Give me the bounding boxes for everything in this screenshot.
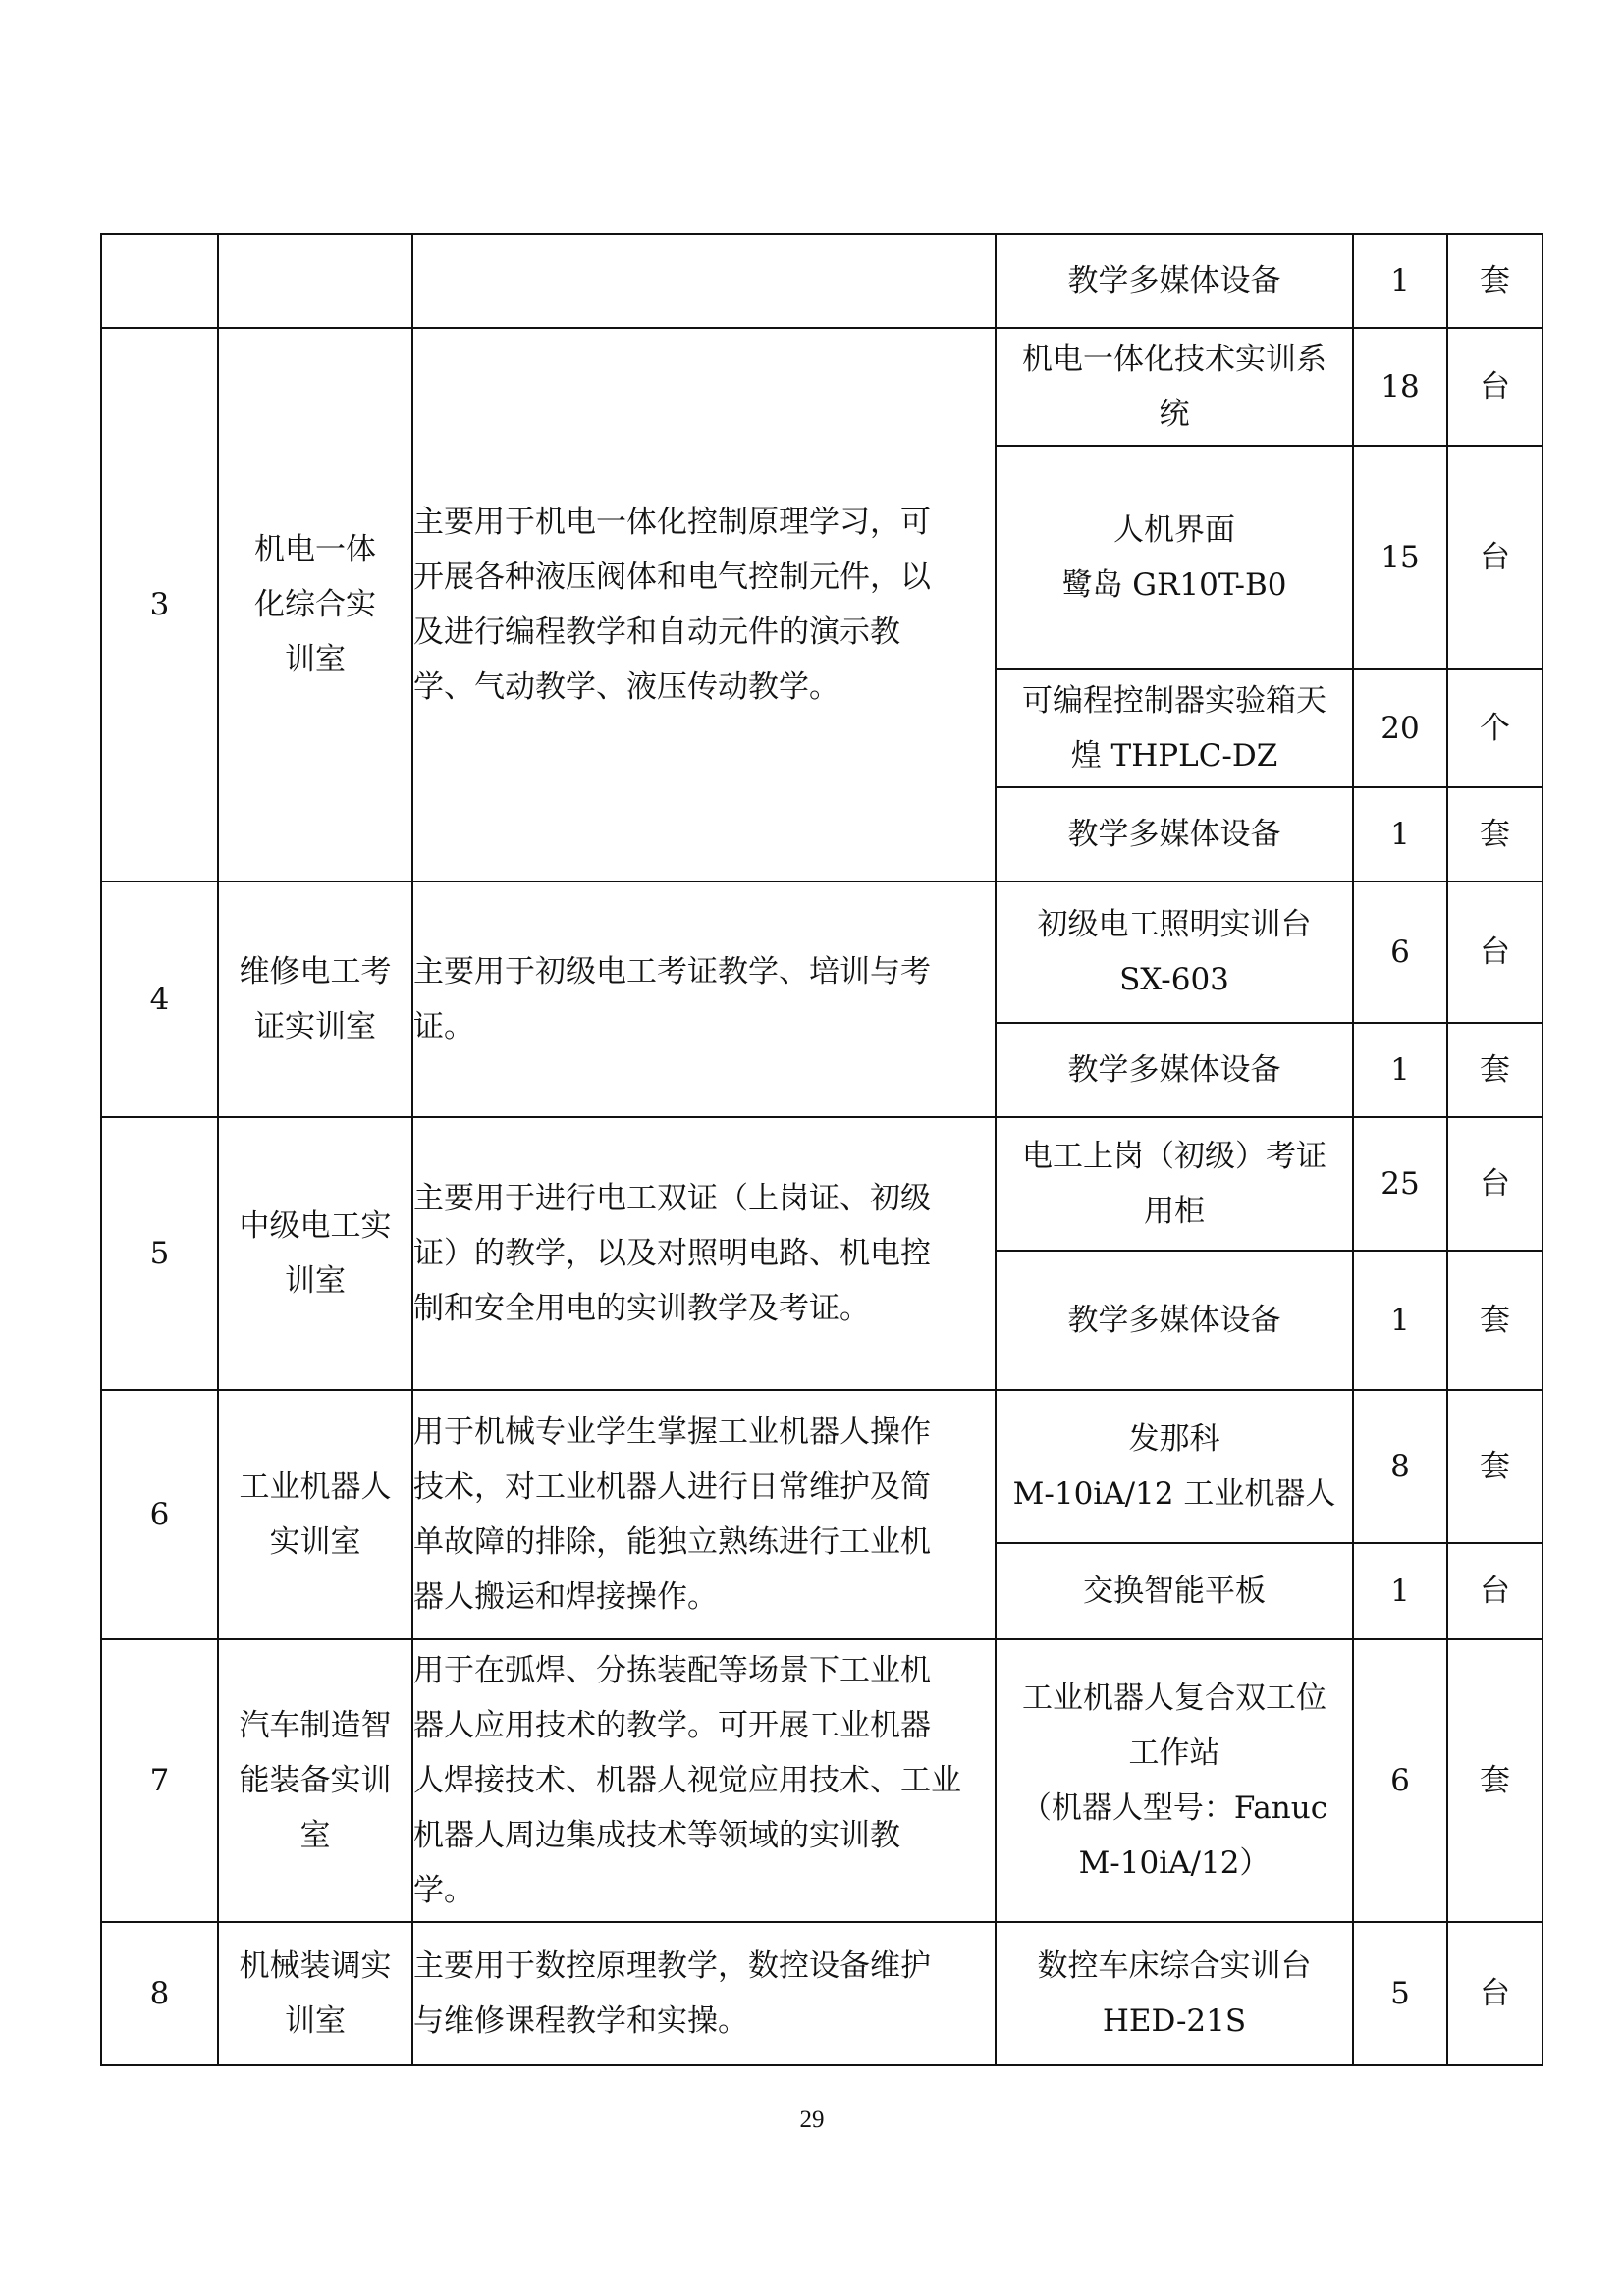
lab-number-cell: 5 bbox=[101, 1117, 218, 1390]
lab-description-cell-line: 用于在弧焊、分拣装配等场景下工业机 bbox=[413, 1653, 931, 1688]
equipment-quantity-cell: 8 bbox=[1353, 1390, 1447, 1543]
lab-number-cell: 3 bbox=[101, 328, 218, 881]
equipment-name-cell-line: 工作站 bbox=[1128, 1735, 1220, 1771]
table-row bbox=[101, 1639, 1543, 1922]
lab-description-cell-line: 开展各种液压阀体和电气控制元件，以 bbox=[413, 560, 931, 595]
lab-name-cell-line: 训室 bbox=[285, 1263, 346, 1299]
lab-name-cell-line: 室 bbox=[299, 1818, 331, 1853]
equipment-name-cell bbox=[996, 787, 1353, 881]
equipment-name-cell-line: （机器人型号：Fanuc bbox=[1020, 1790, 1328, 1826]
table-row bbox=[101, 1922, 1543, 2065]
equipment-name-cell-line: 电工上岗（初级）考证 bbox=[1022, 1139, 1326, 1174]
lab-name-cell-line: 中级电工实 bbox=[239, 1208, 392, 1244]
equipment-name-cell bbox=[996, 1922, 1353, 2065]
table-row bbox=[101, 234, 1543, 328]
equipment-name-cell bbox=[996, 669, 1353, 787]
equipment-name-cell-line: 人机界面 bbox=[1113, 512, 1235, 548]
table-row bbox=[101, 1390, 1543, 1543]
equipment-unit-cell: 个 bbox=[1447, 669, 1543, 787]
lab-name-cell-line: 机电一体 bbox=[254, 532, 376, 567]
equipment-name-cell bbox=[996, 1639, 1353, 1922]
equipment-unit-cell: 套 bbox=[1447, 234, 1543, 328]
equipment-unit-cell: 套 bbox=[1447, 1251, 1543, 1390]
lab-description-cell bbox=[412, 234, 996, 328]
equipment-quantity-cell: 25 bbox=[1353, 1117, 1447, 1251]
equipment-name-cell-line: 工业机器人复合双工位 bbox=[1022, 1681, 1326, 1716]
equipment-quantity-cell: 1 bbox=[1353, 1251, 1447, 1390]
lab-name-cell bbox=[218, 1922, 412, 2065]
equipment-name-cell-line: 发那科 bbox=[1128, 1421, 1220, 1457]
lab-description-cell-line: 及进行编程教学和自动元件的演示教 bbox=[413, 614, 900, 650]
lab-name-cell-line: 机械装调实 bbox=[239, 1949, 392, 1984]
lab-number-cell bbox=[101, 234, 218, 328]
equipment-name-cell-line: M-10iA/12 工业机器人 bbox=[1012, 1476, 1336, 1512]
equipment-quantity-cell: 5 bbox=[1353, 1922, 1447, 2065]
equipment-quantity-cell: 6 bbox=[1353, 881, 1447, 1023]
lab-description-cell-line: 器人搬运和焊接操作。 bbox=[413, 1579, 718, 1615]
equipment-name-cell-line: 初级电工照明实训台 bbox=[1037, 907, 1312, 942]
equipment-name-cell-line: M-10iA/12） bbox=[1078, 1845, 1271, 1881]
table-row bbox=[101, 1117, 1543, 1251]
equipment-name-cell bbox=[996, 328, 1353, 446]
equipment-name-cell-line: 可编程控制器实验箱天 bbox=[1022, 683, 1326, 719]
lab-description-cell-line: 证。 bbox=[413, 1009, 474, 1044]
lab-description-cell-line: 技术，对工业机器人进行日常维护及简 bbox=[413, 1469, 931, 1505]
lab-description-cell bbox=[412, 881, 996, 1117]
lab-name-cell-line: 维修电工考 bbox=[239, 954, 392, 989]
lab-description-cell bbox=[412, 1117, 996, 1390]
equipment-name-cell-line: 统 bbox=[1159, 397, 1190, 432]
lab-name-cell bbox=[218, 1390, 412, 1639]
lab-description-cell-line: 证）的教学，以及对照明电路、机电控 bbox=[413, 1236, 931, 1271]
table-row bbox=[101, 881, 1543, 1023]
equipment-unit-cell: 套 bbox=[1447, 787, 1543, 881]
equipment-name-cell bbox=[996, 234, 1353, 328]
lab-number-cell: 6 bbox=[101, 1390, 218, 1639]
equipment-quantity-cell: 6 bbox=[1353, 1639, 1447, 1922]
equipment-quantity-cell: 1 bbox=[1353, 1023, 1447, 1117]
equipment-name-cell bbox=[996, 1543, 1353, 1639]
equipment-name-cell bbox=[996, 1117, 1353, 1251]
lab-description-cell-line: 主要用于机电一体化控制原理学习，可 bbox=[413, 505, 931, 540]
equipment-name-cell-line: 教学多媒体设备 bbox=[1067, 1052, 1281, 1088]
equipment-name-cell bbox=[996, 446, 1353, 669]
equipment-name-cell-line: 数控车床综合实训台 bbox=[1037, 1949, 1312, 1984]
equipment-name-cell-line: 鹭岛 GR10T-B0 bbox=[1061, 567, 1287, 603]
lab-name-cell-line: 证实训室 bbox=[254, 1009, 376, 1044]
table-row bbox=[101, 328, 1543, 446]
lab-name-cell-line: 实训室 bbox=[269, 1524, 361, 1560]
equipment-name-cell-line: 交换智能平板 bbox=[1083, 1574, 1266, 1609]
equipment-quantity-cell: 1 bbox=[1353, 1543, 1447, 1639]
equipment-name-cell bbox=[996, 1023, 1353, 1117]
equipment-name-cell-line: 教学多媒体设备 bbox=[1067, 1303, 1281, 1338]
equipment-name-cell-line: HED-21S bbox=[1102, 2003, 1247, 2039]
lab-name-cell-line: 工业机器人 bbox=[239, 1469, 392, 1505]
equipment-unit-cell: 套 bbox=[1447, 1023, 1543, 1117]
lab-name-cell-line: 汽车制造智 bbox=[239, 1708, 392, 1743]
equipment-quantity-cell: 20 bbox=[1353, 669, 1447, 787]
equipment-unit-cell: 台 bbox=[1447, 881, 1543, 1023]
equipment-unit-cell: 台 bbox=[1447, 446, 1543, 669]
lab-name-cell-line: 能装备实训 bbox=[239, 1763, 392, 1798]
lab-description-cell bbox=[412, 1390, 996, 1639]
lab-description-cell-line: 学、气动教学、液压传动教学。 bbox=[413, 669, 839, 705]
lab-description-cell bbox=[412, 328, 996, 881]
equipment-quantity-cell: 1 bbox=[1353, 787, 1447, 881]
lab-description-cell-line: 主要用于初级电工考证教学、培训与考 bbox=[413, 954, 931, 989]
equipment-quantity-cell: 18 bbox=[1353, 328, 1447, 446]
lab-name-cell-line: 训室 bbox=[285, 2003, 346, 2039]
lab-name-cell bbox=[218, 1639, 412, 1922]
lab-name-cell bbox=[218, 1117, 412, 1390]
lab-description-cell-line: 制和安全用电的实训教学及考证。 bbox=[413, 1291, 870, 1326]
lab-name-cell-line: 化综合实 bbox=[254, 587, 376, 622]
lab-description-cell bbox=[412, 1639, 996, 1922]
lab-name-cell bbox=[218, 881, 412, 1117]
equipment-unit-cell: 台 bbox=[1447, 1117, 1543, 1251]
equipment-name-cell bbox=[996, 1251, 1353, 1390]
equipment-name-cell-line: 机电一体化技术实训系 bbox=[1022, 342, 1326, 377]
lab-description-cell-line: 单故障的排除，能独立熟练进行工业机 bbox=[413, 1524, 931, 1560]
equipment-name-cell-line: 煌 THPLC-DZ bbox=[1070, 738, 1278, 774]
lab-description-cell-line: 主要用于数控原理教学，数控设备维护 bbox=[413, 1949, 931, 1984]
equipment-name-cell bbox=[996, 881, 1353, 1023]
equipment-unit-cell: 台 bbox=[1447, 1543, 1543, 1639]
equipment-quantity-cell: 15 bbox=[1353, 446, 1447, 669]
equipment-unit-cell: 套 bbox=[1447, 1390, 1543, 1543]
page-number: 29 bbox=[799, 2107, 825, 2133]
lab-number-cell: 7 bbox=[101, 1639, 218, 1922]
equipment-unit-cell: 台 bbox=[1447, 328, 1543, 446]
equipment-name-cell-line: 教学多媒体设备 bbox=[1067, 263, 1281, 298]
equipment-name-cell-line: 教学多媒体设备 bbox=[1067, 817, 1281, 852]
lab-description-cell bbox=[412, 1922, 996, 2065]
equipment-name-cell-line: SX-603 bbox=[1119, 962, 1229, 997]
equipment-unit-cell: 套 bbox=[1447, 1639, 1543, 1922]
lab-name-cell bbox=[218, 234, 412, 328]
lab-number-cell: 8 bbox=[101, 1922, 218, 2065]
lab-description-cell-line: 机器人周边集成技术等领域的实训教 bbox=[413, 1818, 900, 1853]
equipment-name-cell bbox=[996, 1390, 1353, 1543]
lab-description-cell-line: 学。 bbox=[413, 1873, 474, 1908]
lab-name-cell-line: 训室 bbox=[285, 642, 346, 677]
lab-description-cell-line: 与维修课程教学和实操。 bbox=[413, 2003, 748, 2039]
lab-description-cell-line: 人焊接技术、机器人视觉应用技术、工业 bbox=[413, 1763, 961, 1798]
lab-number-cell: 4 bbox=[101, 881, 218, 1117]
lab-description-cell-line: 器人应用技术的教学。可开展工业机器 bbox=[413, 1708, 931, 1743]
equipment-name-cell-line: 用柜 bbox=[1144, 1194, 1205, 1229]
lab-description-cell-line: 用于机械专业学生掌握工业机器人操作 bbox=[413, 1415, 931, 1450]
lab-description-cell-line: 主要用于进行电工双证（上岗证、初级 bbox=[413, 1181, 931, 1216]
lab-equipment-table bbox=[100, 233, 1543, 2066]
equipment-unit-cell: 台 bbox=[1447, 1922, 1543, 2065]
equipment-quantity-cell: 1 bbox=[1353, 234, 1447, 328]
lab-name-cell bbox=[218, 328, 412, 881]
